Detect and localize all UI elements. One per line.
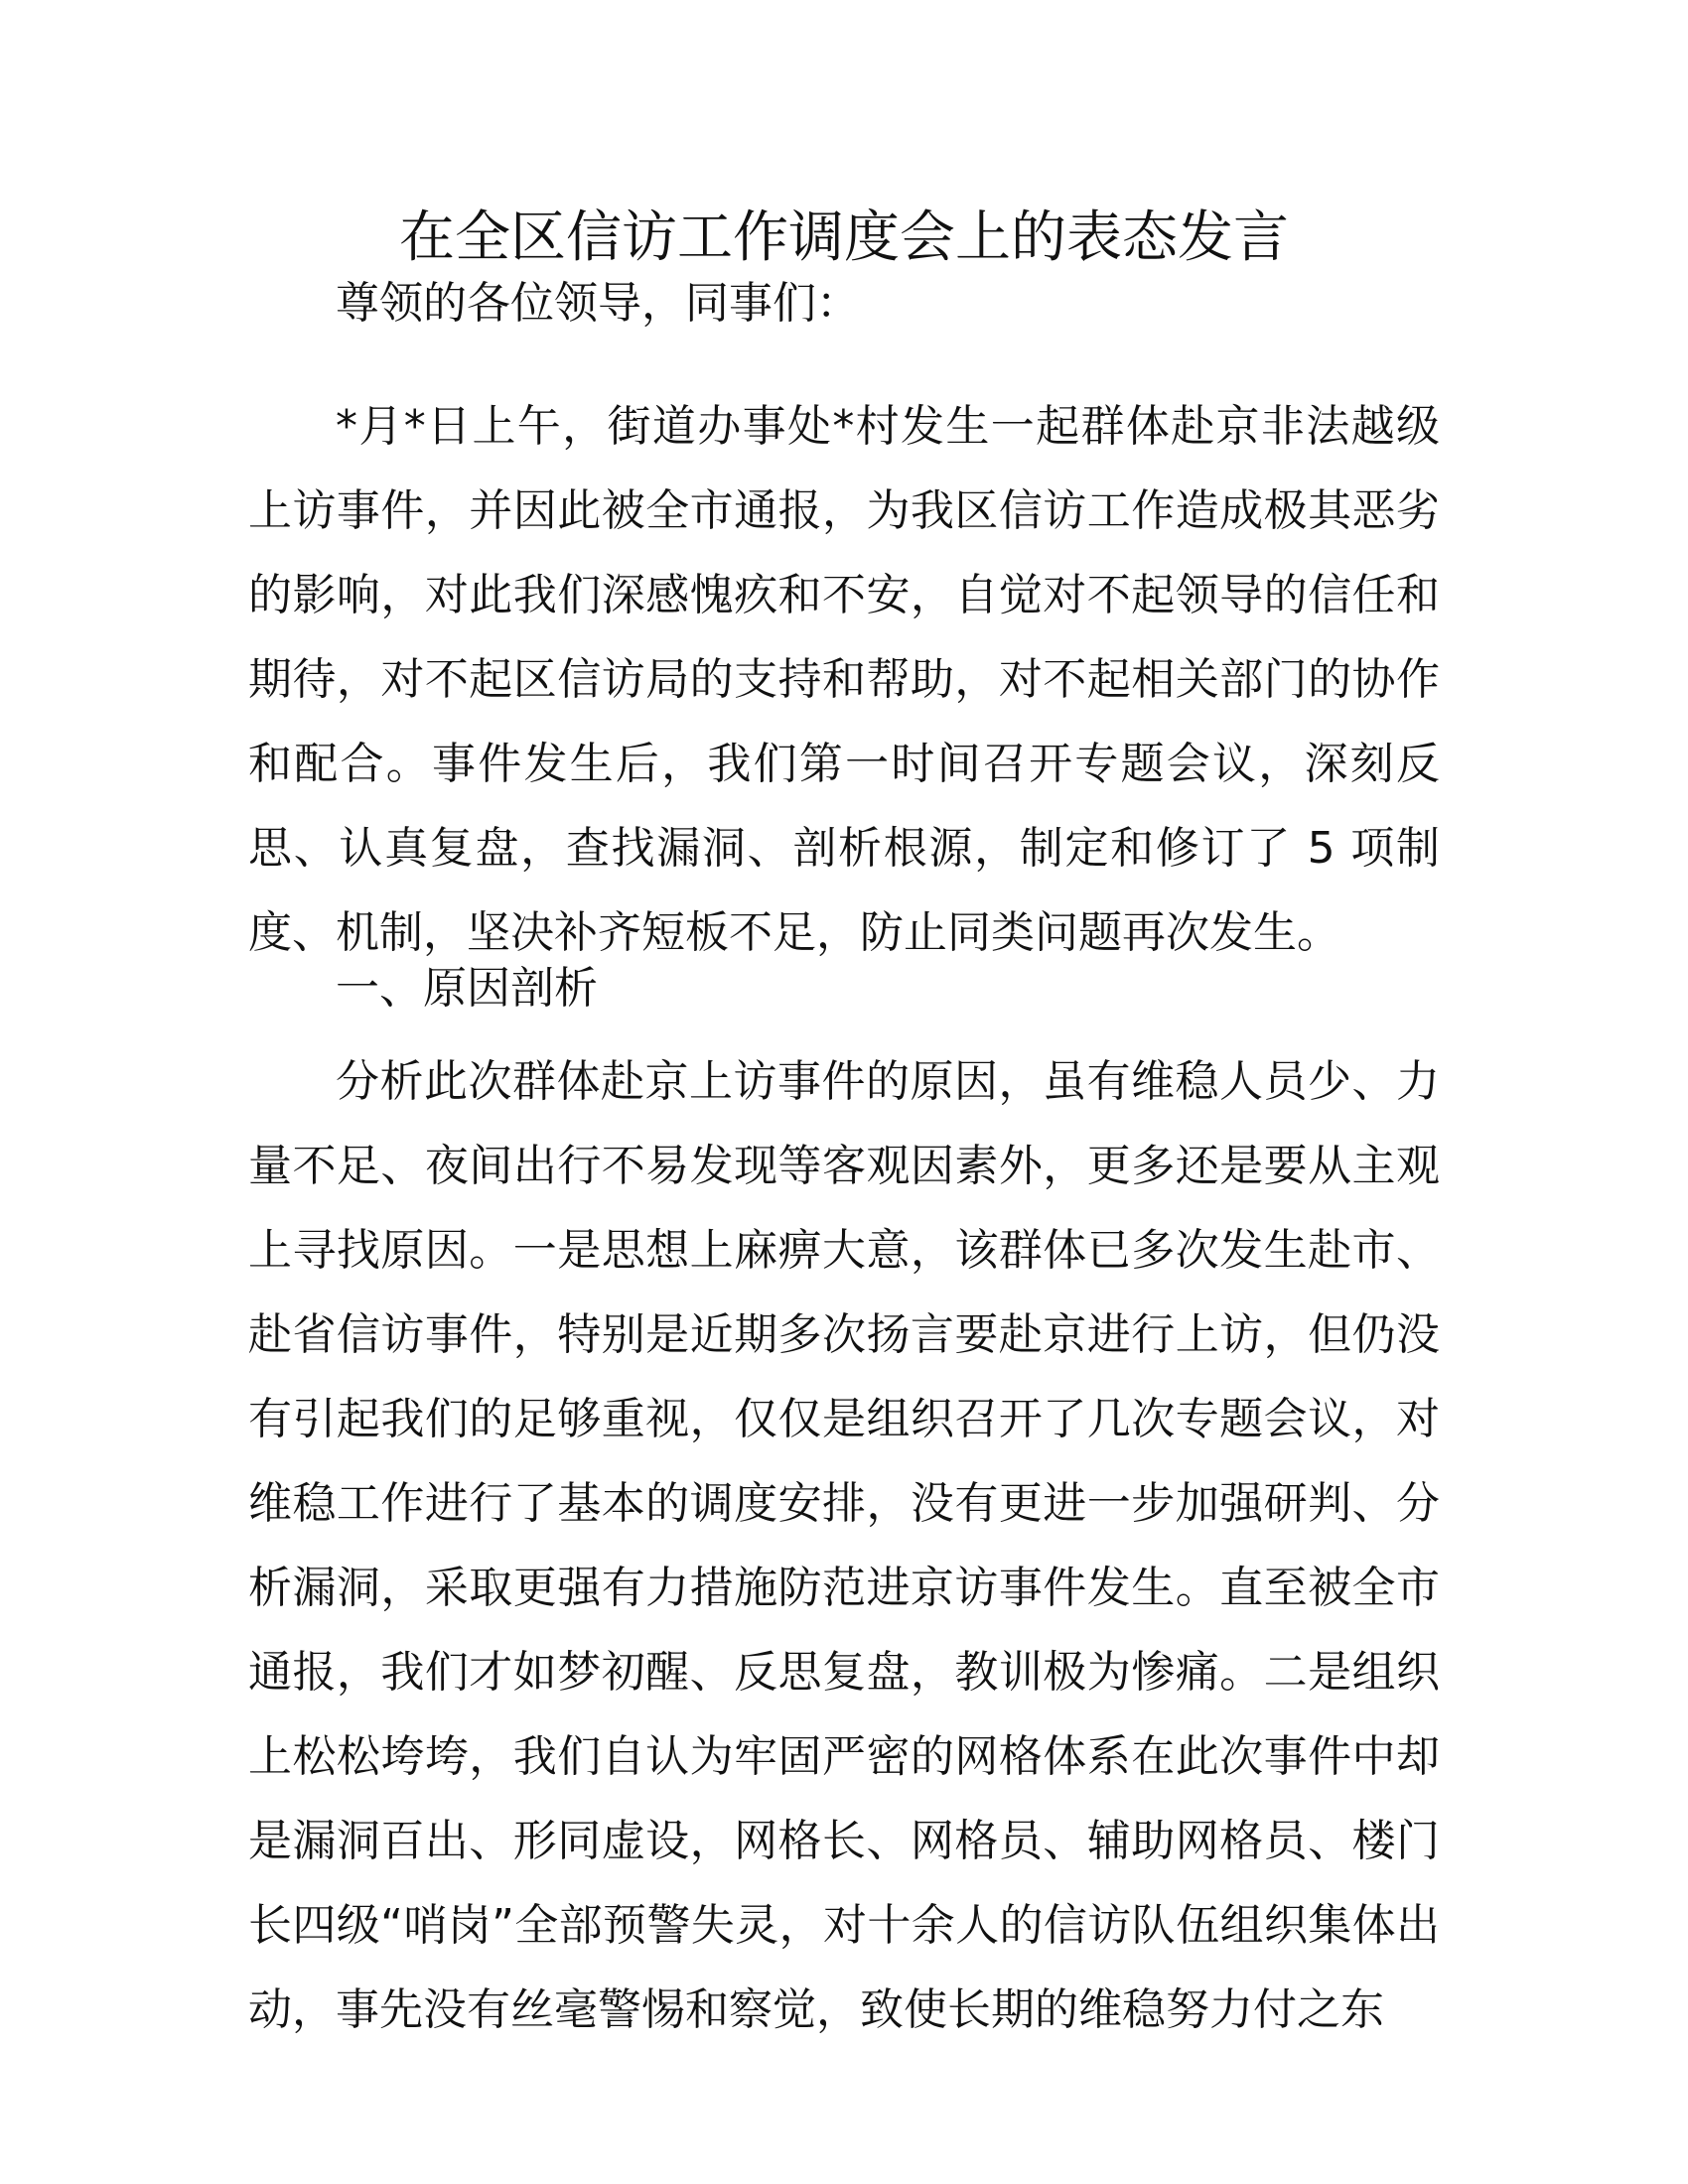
document-title: 在全区信访工作调度会上的表态发言 (399, 205, 1289, 270)
section-heading: 一、原因剖析 (336, 963, 598, 1014)
paragraph-intro: *月*日上午，街道办事处*村发生一起群体赴京非法越级上访事件，并因此被全市通报，为我区信访工作造成极其恶劣的影响，对此我们深感愧疚和不安，自觉对不起领导的信任和期待，对不起区信访局的支持和帮助，对不起相关部门的协作和配合。事件发生后，我们第一时间召开专题会议，深刻反思、认真复盘，查找漏洞、剖析根源，制定和修订了 5 项制度、机制，坚决补齐短板不足，防止同类问题再次发生。 (248, 401, 1440, 958)
paragraph-analysis: 分析此次群体赴京上访事件的原因，虽有维稳人员少、力量不足、夜间出行不易发现等客观因素外，更多还是要从主观上寻找原因。一是思想上麻痹大意，该群体已多次发生赴市、赴省信访事件，特别是近期多次扬言要赴京进行上访，但仍没有引起我们的足够重视，仅仅是组织召开了几次专题会议，对维稳工作进行了基本的调度安排，没有更进一步加强研判、分析漏洞，采取更强有力措施防范进京访事件发生。直至被全市通报，我们才如梦初醒、反思复盘，教训极为惨痛。二是组织上松松垮垮，我们自认为牢固严密的网格体系在此次事件中却是漏洞百出、形同虚设，网格长、网格员、辅助网格员、楼门长四级“哨岗”全部预警失灵，对十余人的信访队伍组织集体出动，事先没有丝毫警惕和察觉，致使长期的维稳努力付之东 (248, 1056, 1440, 2035)
document-body (248, 0, 1440, 2184)
salutation: 尊领的各位领导，同事们： (336, 278, 860, 329)
